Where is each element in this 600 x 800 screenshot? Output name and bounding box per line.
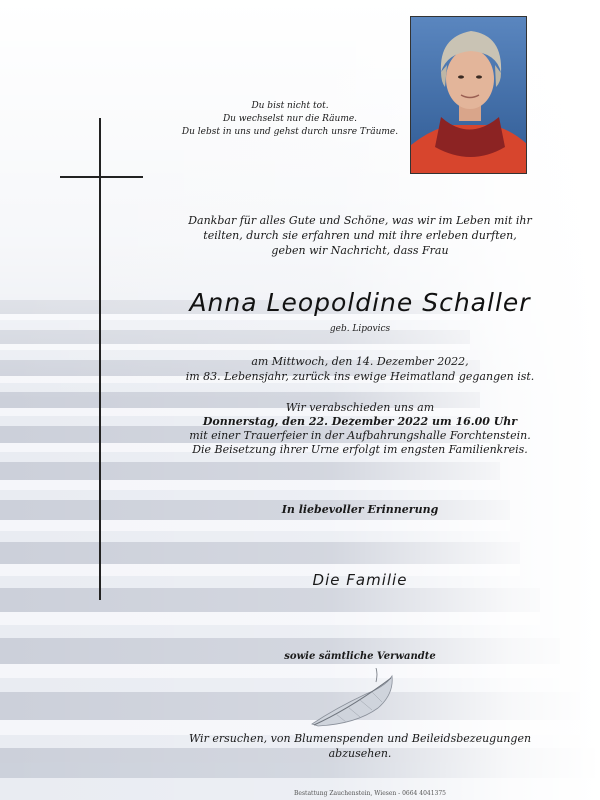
intro-line: geben wir Nachricht, dass Frau bbox=[271, 244, 449, 257]
donations-request bbox=[170, 731, 550, 761]
poem-line: Du wechselst nur die Räume. bbox=[222, 114, 358, 124]
funeral-intro: Wir verabschieden uns am bbox=[285, 401, 435, 414]
donations-line: abzusehen. bbox=[328, 747, 392, 760]
donations-line: Wir ersuchen, von Blumenspenden und Beileidsbezeugungen bbox=[188, 732, 532, 745]
death-notice-line: im 83. Lebensjahr, zurück ins ewige Heimatland gegangen ist. bbox=[185, 370, 535, 383]
intro-line: teilten, durch sie erfahren und mit ihre erleben durften, bbox=[203, 229, 517, 242]
funeral-info bbox=[170, 401, 550, 457]
funeral-home-footer: Bestattung Zauchenstein, Wiesen - 0664 4041375 bbox=[294, 790, 446, 797]
portrait-photo bbox=[410, 16, 527, 174]
memory-text: In liebevoller Erinnerung bbox=[281, 503, 439, 516]
family-signature: Die Familie bbox=[312, 571, 408, 589]
poem-line: Du lebst in uns und gehst durch unsre Träume. bbox=[181, 127, 399, 137]
funeral-ceremony: mit einer Trauerfeier in der Aufbahrungshalle Forchtenstein. bbox=[189, 429, 531, 442]
deceased-name: Anna Leopoldine Schaller bbox=[189, 288, 531, 317]
death-notice bbox=[170, 354, 550, 384]
intro-line: Dankbar für alles Gute und Schöne, was wir im Leben mit ihr bbox=[188, 214, 532, 227]
birth-name: geb. Lipovics bbox=[329, 324, 391, 334]
intro-text bbox=[170, 213, 550, 258]
poem-line: Du bist nicht tot. bbox=[251, 101, 329, 111]
funeral-burial: Die Beisetzung ihrer Urne erfolgt im engsten Familienkreis. bbox=[192, 443, 528, 456]
poem bbox=[160, 100, 420, 139]
funeral-date: Donnerstag, den 22. Dezember 2022 um 16.00 Uhr bbox=[202, 415, 518, 428]
feather-icon bbox=[306, 668, 398, 730]
death-notice-line: am Mittwoch, den 14. Dezember 2022, bbox=[251, 355, 469, 368]
relatives-text: sowie sämtliche Verwandte bbox=[284, 651, 436, 662]
